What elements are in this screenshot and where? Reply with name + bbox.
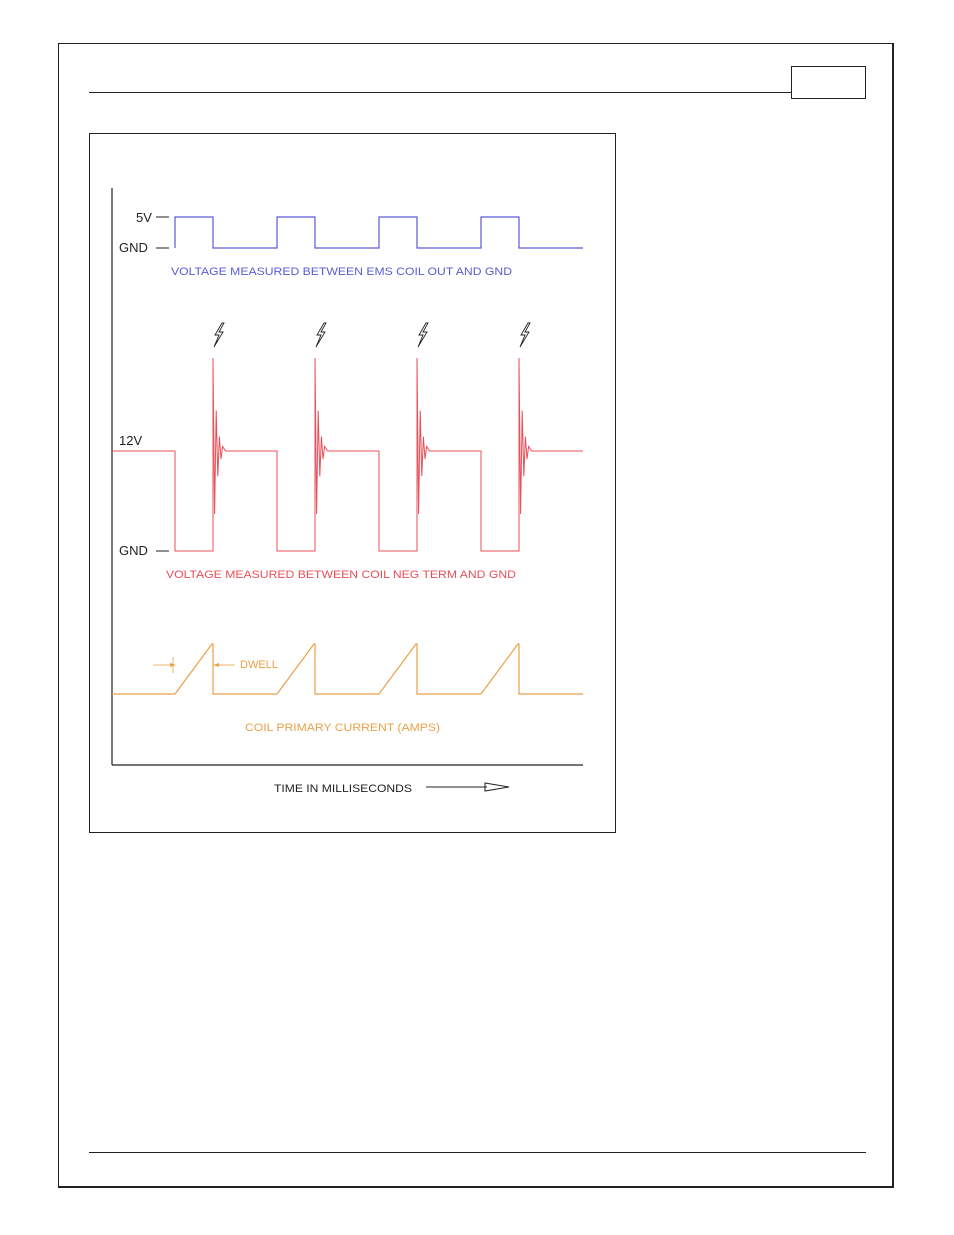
header-rule bbox=[89, 92, 791, 93]
coil-caption: VOLTAGE MEASURED BETWEEN COIL NEG TERM AND GND bbox=[166, 569, 517, 581]
current-caption: COIL PRIMARY CURRENT (AMPS) bbox=[245, 722, 440, 734]
label-gnd-bottom: GND bbox=[119, 543, 148, 558]
spark-bolt-icon bbox=[520, 323, 530, 347]
spark-bolts bbox=[214, 323, 530, 347]
ems-signal-wave bbox=[175, 217, 583, 248]
page-number-box bbox=[791, 66, 866, 99]
ignition-timing-diagram bbox=[89, 133, 616, 833]
coil-current-wave bbox=[112, 644, 583, 694]
spark-bolt-icon bbox=[316, 323, 326, 347]
label-5v: 5V bbox=[136, 210, 152, 225]
coil-voltage-wave bbox=[112, 358, 583, 551]
spark-bolt-icon bbox=[214, 323, 224, 347]
label-gnd-top: GND bbox=[119, 240, 148, 255]
ems-caption: VOLTAGE MEASURED BETWEEN EMS COIL OUT AND GND bbox=[171, 266, 513, 278]
dwell-label: DWELL bbox=[240, 659, 278, 671]
time-arrow-icon bbox=[426, 783, 509, 791]
spark-bolt-icon bbox=[418, 323, 428, 347]
dwell-annotation bbox=[153, 657, 235, 673]
footer-rule bbox=[89, 1152, 866, 1153]
label-12v: 12V bbox=[119, 433, 143, 448]
time-axis-label: TIME IN MILLISECONDS bbox=[274, 783, 412, 795]
